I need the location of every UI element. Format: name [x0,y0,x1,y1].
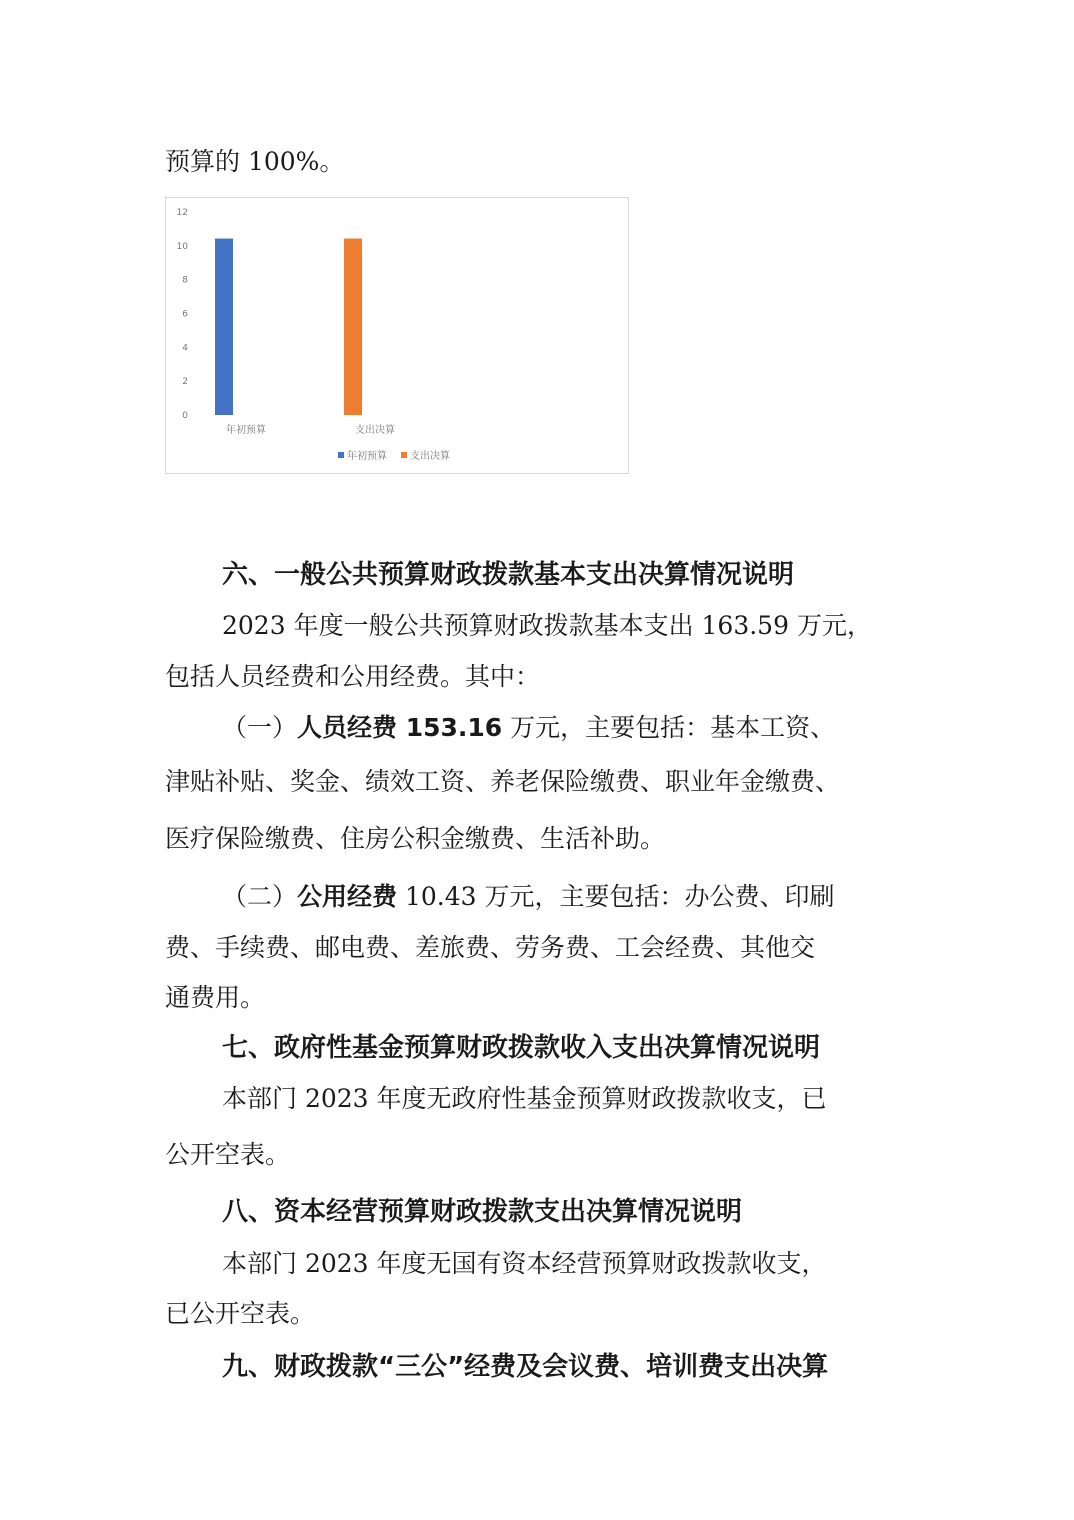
public-label: （二） [222,882,298,911]
bar-0 [215,239,233,415]
section-7-line1: 本部门 2023 年度无政府性基金预算财政拨款收支，已 [222,1084,827,1113]
public-rest: 10.43 万元，主要包括：办公费、印刷 [397,882,835,911]
y-tick-label: 0 [182,411,188,421]
y-tick-label: 12 [176,208,188,218]
section-7-line2: 公开空表。 [165,1140,291,1169]
section-8-heading: 八、资本经营预算财政拨款支出决算情况说明 [222,1197,743,1227]
y-tick-label: 2 [182,377,188,388]
section-7-heading: 七、政府性基金预算财政拨款收入支出决算情况说明 [222,1033,821,1063]
public-title: 公用经费 [297,882,398,911]
legend-swatch-0 [338,452,344,458]
y-tick-label: 4 [182,343,188,354]
legend-swatch-1 [401,452,407,458]
y-tick-label: 6 [182,309,188,320]
section-6-para3-line2: 费、手续费、邮电费、差旅费、劳务费、工会经费、其他交 [165,933,816,962]
personnel-rest: 万元，主要包括：基本工资、 [502,713,836,742]
y-tick-label: 8 [182,275,188,286]
legend-label-1: 支出决算 [410,451,450,462]
personnel-amount: 人员经费 153.16 [297,713,503,742]
section-6-para3-line1 [0,880,1074,914]
y-tick-label: 10 [176,241,188,252]
section-6-para1-line1: 2023 年度一般公共预算财政拨款基本支出 163.59 万元， [222,611,872,640]
budget-bar-chart [165,197,629,474]
section-6-para3-line3: 通费用。 [165,983,266,1012]
section-6-para1-line2: 包括人员经费和公用经费。其中： [165,662,541,691]
section-6-heading: 六、一般公共预算财政拨款基本支出决算情况说明 [222,560,795,590]
chart-canvas [166,198,630,475]
section-9-heading: 九、财政拨款“三公”经费及会议费、培训费支出决算 [222,1352,829,1382]
x-category-label: 年初预算 [226,425,266,436]
section-6-para2-line3: 医疗保险缴费、住房公积金缴费、生活补助。 [165,824,666,853]
x-category-label: 支出决算 [355,425,395,436]
section-8-line1: 本部门 2023 年度无国有资本经营预算财政拨款收支， [222,1249,827,1278]
personnel-label: （一） [222,713,298,742]
section-6-para2-line1 [0,711,1074,745]
legend-label-0: 年初预算 [347,451,387,462]
section-8-line2: 已公开空表。 [165,1299,316,1328]
intro-tail-text: 预算的 100%。 [165,147,345,176]
bar-1 [344,239,362,415]
section-6-para2-line2: 津贴补贴、奖金、绩效工资、养老保险缴费、职业年金缴费、 [165,767,841,796]
